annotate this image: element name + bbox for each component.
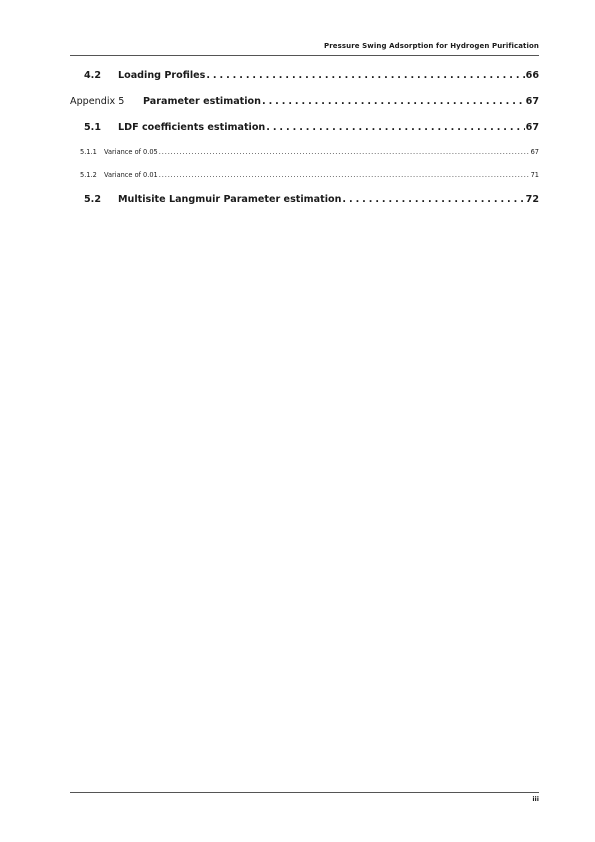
toc-entry-title: Variance of 0.01 — [104, 171, 158, 179]
toc-entry-4-2[interactable] — [70, 70, 539, 81]
running-header: Pressure Swing Adsorption for Hydrogen Purification — [323, 42, 539, 50]
toc-entry-title: LDF coefficients estimation — [118, 122, 266, 133]
page-number: iii — [532, 795, 539, 803]
toc-entry-number: 5.1.1 — [80, 148, 97, 156]
toc-entry-number: 5.1.2 — [80, 171, 97, 179]
toc-entry-title: Variance of 0.05 — [104, 148, 158, 156]
toc-entry-5-1-2[interactable] — [70, 171, 539, 179]
toc-entry-page: 67 — [530, 148, 539, 156]
toc-entry-page: 71 — [530, 171, 539, 179]
toc-dot-leader — [159, 171, 530, 179]
toc-dot-leader — [262, 96, 525, 107]
toc-entry-5-1[interactable] — [70, 122, 539, 133]
toc-entry-number: 5.2 — [84, 194, 101, 205]
toc-entry-page: 67 — [525, 96, 539, 107]
toc-entry-title: Multisite Langmuir Parameter estimation — [118, 194, 342, 205]
toc-entry-5-1-1[interactable] — [70, 148, 539, 156]
toc-entry-number: Appendix 5 — [70, 96, 125, 107]
header-rule — [70, 55, 539, 56]
toc-dot-leader — [342, 194, 524, 205]
toc-entry-title: Parameter estimation — [143, 96, 261, 107]
toc-entry-5-2[interactable] — [70, 194, 539, 205]
footer-rule — [70, 792, 539, 793]
toc-entry-number: 5.1 — [84, 122, 101, 133]
toc-entry-number: 4.2 — [84, 70, 101, 81]
toc-entry-page: 67 — [525, 122, 539, 133]
toc-entry-title: Loading Profiles — [118, 70, 206, 81]
toc-entry-page: 66 — [525, 70, 539, 81]
toc-dot-leader — [159, 148, 530, 156]
toc-entry-page: 72 — [525, 194, 539, 205]
toc-entry-appendix-5[interactable] — [70, 96, 539, 107]
toc-dot-leader — [266, 122, 524, 133]
toc-dot-leader — [206, 70, 524, 81]
